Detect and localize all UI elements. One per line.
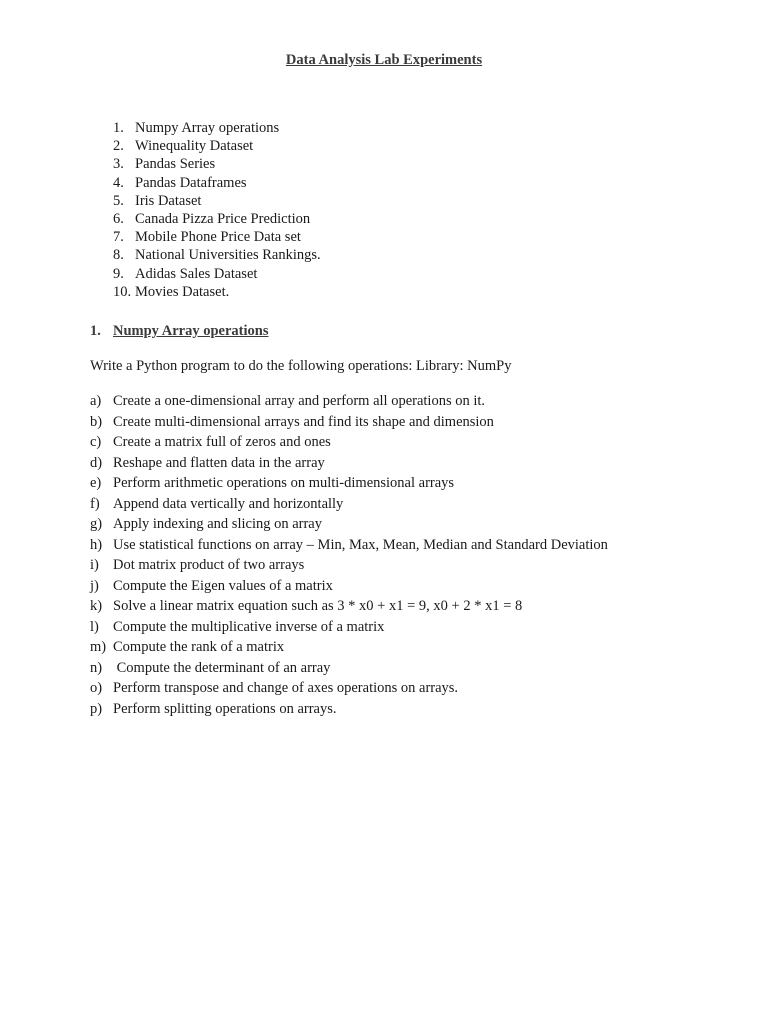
task-letter: e)	[90, 475, 102, 491]
section-heading	[90, 323, 268, 340]
task-letter: a)	[90, 393, 102, 409]
task-letter: k)	[90, 598, 103, 614]
section-intro: Write a Python program to do the following operations: Library: NumPy	[90, 358, 512, 374]
list-item-text: Mobile Phone Price Data set	[135, 229, 301, 246]
task-item	[90, 699, 608, 720]
list-item-number: 2.	[113, 138, 124, 155]
task-item	[90, 555, 608, 576]
task-text: Append data vertically and horizontally	[113, 495, 344, 512]
task-letter: c)	[90, 434, 102, 450]
list-item-text: Pandas Series	[135, 156, 216, 173]
task-text: Create a matrix full of zeros and ones	[113, 434, 331, 450]
task-text: Perform splitting operations on arrays.	[113, 700, 337, 717]
list-item	[113, 192, 321, 210]
task-text: Compute the multiplicative inverse of a matrix	[113, 618, 385, 635]
list-item-number: 3.	[113, 156, 124, 173]
task-letter: m)	[90, 639, 107, 655]
list-item-number: 10.	[113, 283, 132, 300]
list-item-text: Movies Dataset.	[135, 283, 230, 300]
task-text: Create multi-dimensional arrays and find its shape and dimension	[113, 413, 494, 430]
list-item	[113, 155, 321, 173]
task-letter: i)	[90, 557, 99, 573]
task-letter: b)	[90, 413, 103, 430]
list-item	[113, 265, 321, 283]
section-number: 1.	[90, 323, 101, 339]
task-item	[90, 678, 608, 699]
task-letter: n)	[90, 659, 103, 676]
task-text: Compute the determinant of an array	[113, 659, 331, 676]
list-item-number: 7.	[113, 229, 124, 246]
task-item	[90, 576, 608, 597]
list-item	[113, 246, 321, 264]
task-item	[90, 637, 608, 658]
task-item	[90, 535, 608, 556]
task-letter: d)	[90, 454, 103, 471]
list-item-number: 4.	[113, 174, 124, 191]
list-item-text: Pandas Dataframes	[135, 174, 247, 191]
list-item	[113, 174, 321, 192]
task-item	[90, 391, 608, 412]
task-letter: h)	[90, 536, 103, 553]
list-item-text: Adidas Sales Dataset	[135, 265, 258, 282]
list-item	[113, 228, 321, 246]
list-item-text: Winequality Dataset	[135, 138, 254, 155]
list-item-number: 6.	[113, 210, 124, 227]
task-letter: p)	[90, 700, 103, 717]
task-item	[90, 514, 608, 535]
task-item	[90, 658, 608, 679]
list-item-number: 9.	[113, 265, 124, 282]
task-letter: o)	[90, 680, 103, 696]
task-item	[90, 473, 608, 494]
task-text: Compute the rank of a matrix	[113, 639, 285, 655]
list-item-text: Canada Pizza Price Prediction	[135, 210, 311, 227]
task-letter: f)	[90, 495, 100, 512]
task-text: Perform transpose and change of axes operations on arrays.	[113, 680, 459, 696]
task-letter: l)	[90, 618, 99, 635]
task-item	[90, 412, 608, 433]
list-item-number: 5.	[113, 192, 124, 209]
task-letter: g)	[90, 516, 103, 532]
task-item	[90, 453, 608, 474]
list-item-text: Iris Dataset	[135, 192, 202, 209]
document-title: Data Analysis Lab Experiments	[285, 52, 483, 68]
list-item	[113, 119, 321, 137]
list-item-number: 1.	[113, 120, 124, 136]
task-item	[90, 596, 608, 617]
experiment-list	[113, 119, 321, 301]
list-item-number: 8.	[113, 247, 124, 264]
task-text: Create a one-dimensional array and perform all operations on it.	[113, 393, 486, 409]
list-item-text: National Universities Rankings.	[135, 247, 321, 264]
task-text: Perform arithmetic operations on multi-dimensional arrays	[113, 475, 455, 491]
task-item	[90, 432, 608, 453]
task-text: Compute the Eigen values of a matrix	[113, 577, 333, 594]
task-text: Use statistical functions on array – Min, Max, Mean, Median and Standard Deviation	[113, 536, 608, 553]
task-list	[90, 391, 608, 719]
list-item	[113, 283, 321, 301]
task-text: Dot matrix product of two arrays	[113, 557, 305, 573]
list-item	[113, 210, 321, 228]
list-item	[113, 137, 321, 155]
task-text: Reshape and flatten data in the array	[113, 454, 325, 471]
task-text: Apply indexing and slicing on array	[113, 516, 322, 532]
section-title: Numpy Array operations	[113, 323, 269, 339]
task-letter: j)	[90, 577, 99, 594]
task-item	[90, 494, 608, 515]
task-text: Solve a linear matrix equation such as 3 * x0 + x1 = 9, x0 + 2 * x1 = 8	[113, 598, 523, 614]
list-item-text: Numpy Array operations	[135, 120, 280, 136]
task-item	[90, 617, 608, 638]
